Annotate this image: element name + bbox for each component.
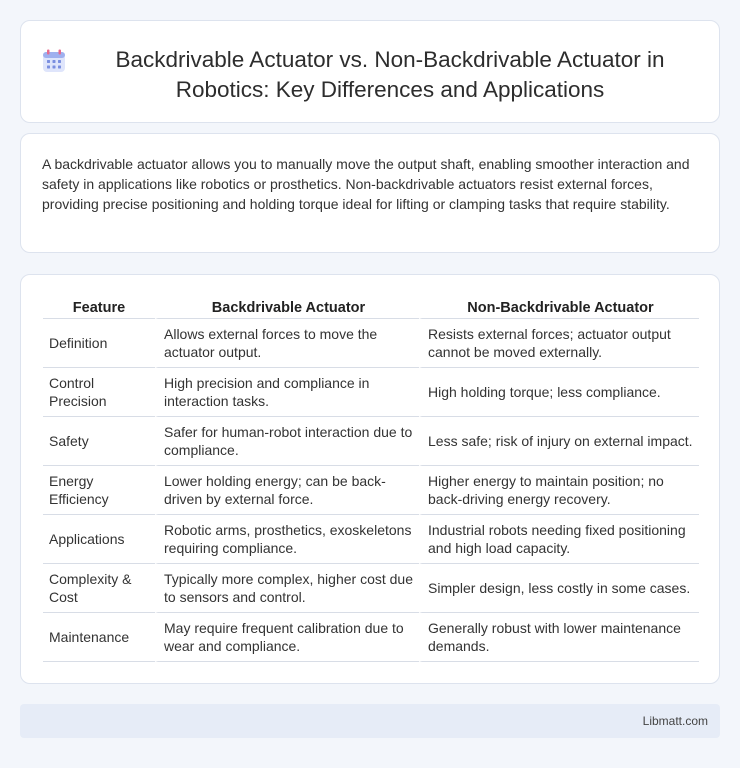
non-backdrivable-cell: Resists external forces; actuator output cannot be moved externally. bbox=[419, 319, 699, 368]
footer-brand[interactable]: Libmatt.com bbox=[642, 714, 708, 728]
feature-cell: Complexity & Cost bbox=[43, 564, 155, 613]
table-row bbox=[43, 417, 699, 466]
title-card bbox=[20, 20, 720, 123]
table-row bbox=[43, 368, 699, 417]
header-feature: Feature bbox=[43, 295, 155, 319]
intro-card bbox=[20, 133, 720, 253]
non-backdrivable-cell: High holding torque; less compliance. bbox=[419, 368, 699, 417]
header-backdrivable: Backdrivable Actuator bbox=[155, 295, 419, 319]
table-row bbox=[43, 613, 699, 662]
non-backdrivable-cell: Less safe; risk of injury on external impact. bbox=[419, 417, 699, 466]
table-row bbox=[43, 319, 699, 368]
table-header-row bbox=[43, 295, 699, 319]
backdrivable-cell: Safer for human-robot interaction due to compliance. bbox=[155, 417, 419, 466]
backdrivable-cell: Allows external forces to move the actuator output. bbox=[155, 319, 419, 368]
comparison-table bbox=[43, 295, 699, 662]
non-backdrivable-cell: Simpler design, less costly in some cases. bbox=[419, 564, 699, 613]
table-row bbox=[43, 515, 699, 564]
feature-cell: Definition bbox=[43, 319, 155, 368]
intro-paragraph: A backdrivable actuator allows you to manually move the output shaft, enabling smoother interaction and safety in applications like robotics or prosthetics. Non-backdrivable actuators resist external forces, providing precise positioning and holding torque ideal for lifting or clamping tasks that require stability. bbox=[42, 156, 690, 212]
table-row bbox=[43, 466, 699, 515]
feature-cell: Safety bbox=[43, 417, 155, 466]
backdrivable-cell: Typically more complex, higher cost due to sensors and control. bbox=[155, 564, 419, 613]
non-backdrivable-cell: Industrial robots needing fixed positioning and high load capacity. bbox=[419, 515, 699, 564]
calendar-icon bbox=[41, 48, 67, 74]
feature-cell: Control Precision bbox=[43, 368, 155, 417]
backdrivable-cell: May require frequent calibration due to wear and compliance. bbox=[155, 613, 419, 662]
table-row bbox=[43, 564, 699, 613]
header-non-backdrivable: Non-Backdrivable Actuator bbox=[419, 295, 699, 319]
footer-bar bbox=[20, 704, 720, 738]
feature-cell: Energy Efficiency bbox=[43, 466, 155, 515]
backdrivable-cell: Robotic arms, prosthetics, exoskeletons requiring compliance. bbox=[155, 515, 419, 564]
non-backdrivable-cell: Generally robust with lower maintenance demands. bbox=[419, 613, 699, 662]
page-title: Backdrivable Actuator vs. Non-Backdrivable Actuator in Robotics: Key Differences and Applications bbox=[115, 47, 665, 102]
backdrivable-cell: Lower holding energy; can be back-driven by external force. bbox=[155, 466, 419, 515]
title-row bbox=[21, 21, 719, 105]
feature-cell: Maintenance bbox=[43, 613, 155, 662]
feature-cell: Applications bbox=[43, 515, 155, 564]
non-backdrivable-cell: Higher energy to maintain position; no back-driving energy recovery. bbox=[419, 466, 699, 515]
backdrivable-cell: High precision and compliance in interaction tasks. bbox=[155, 368, 419, 417]
comparison-card bbox=[20, 274, 720, 684]
